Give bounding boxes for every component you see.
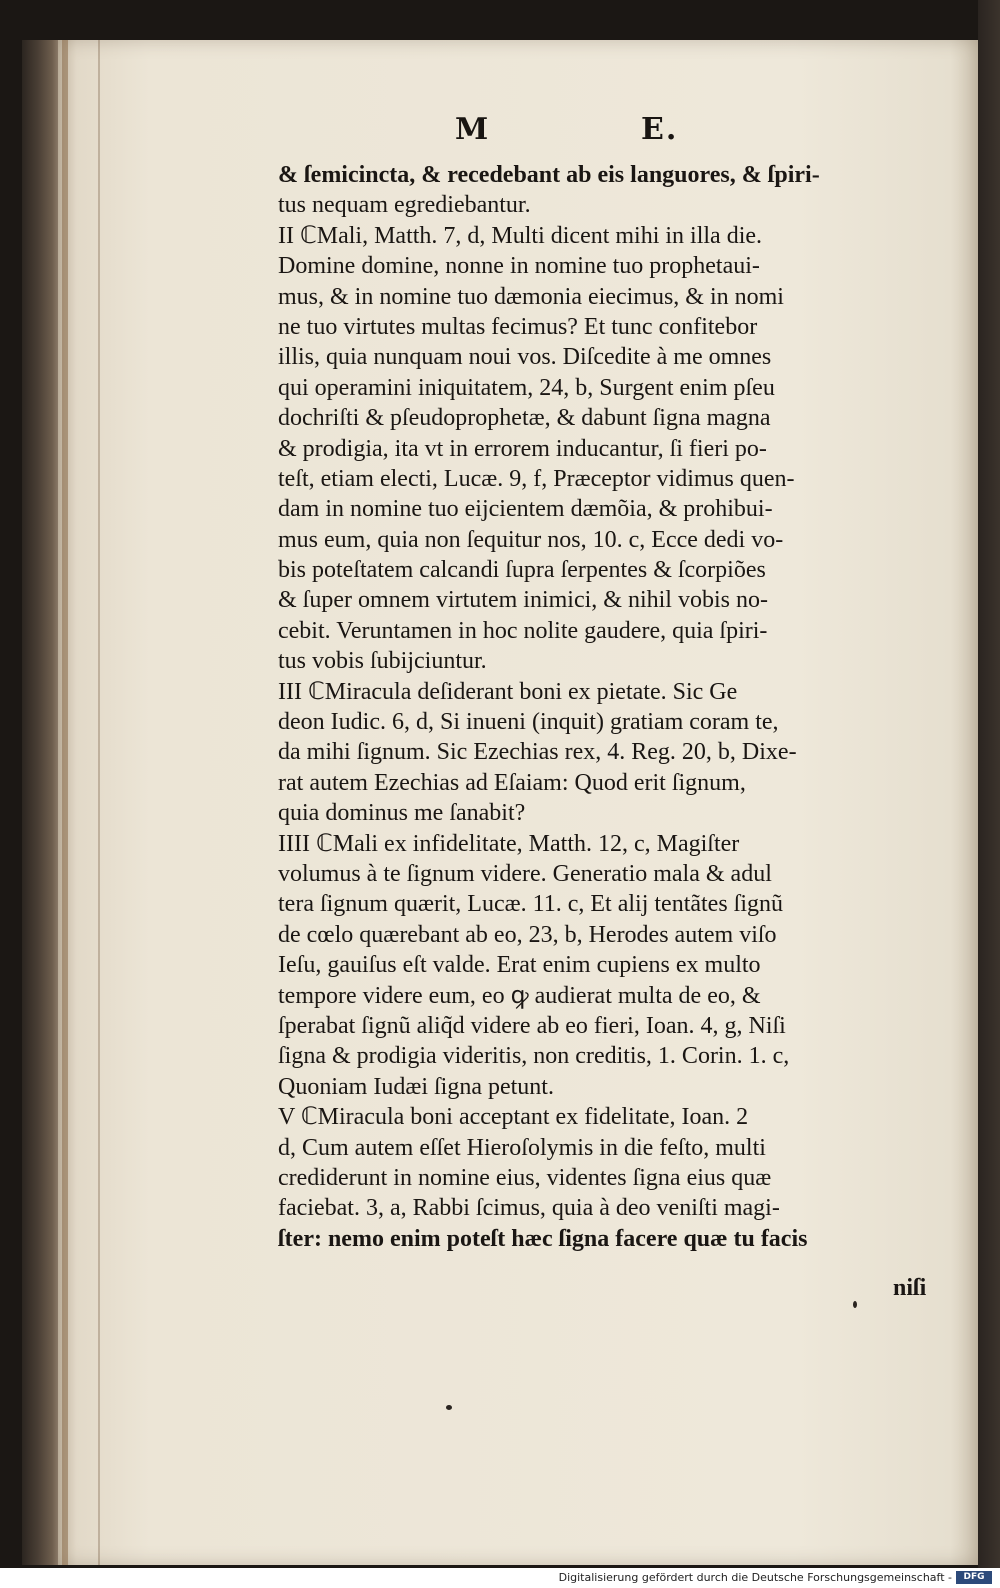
text-line: ſter: nemo enim poteſt hæc ſigna facere quæ tu facis bbox=[278, 1225, 808, 1252]
text-line: illis, quia nunquam noui vos. Diſcedite à me omnes bbox=[278, 344, 772, 371]
page-edge bbox=[62, 40, 68, 1565]
text-line: quia dominus me ſanabit? bbox=[278, 800, 526, 827]
ink-speck bbox=[853, 1301, 857, 1308]
text-line: cebit. Veruntamen in hoc nolite gaudere, quia ſpiri- bbox=[278, 617, 768, 644]
text-line: Quoniam Iudæi ſigna petunt. bbox=[278, 1073, 554, 1100]
text-line: de cœlo quærebant ab eo, 23, b, Herodes autem viſo bbox=[278, 921, 777, 948]
footer-bar bbox=[0, 1568, 1000, 1588]
footer-credit: Digitalisierung gefördert durch die Deutsche Forschungsgemeinschaft - bbox=[558, 1571, 952, 1584]
text-line: tera ſignum quærit, Lucæ. 11. c, Et alij tentãtes ſignũ bbox=[278, 891, 784, 918]
text-line: da mihi ſignum. Sic Ezechias rex, 4. Reg. 20, b, Dixe- bbox=[278, 739, 797, 766]
text-line: & ſemicincta, & recedebant ab eis languores, & ſpiri- bbox=[278, 162, 820, 188]
text-line: bis poteſtatem calcandi ſupra ſerpentes & ſcorpiões bbox=[278, 557, 766, 584]
text-line: tempore videre eum, eo ꝙ audierat multa de eo, & bbox=[278, 982, 761, 1009]
text-line: mus eum, quia non ſequitur nos, 10. c, Ecce dedi vo- bbox=[278, 526, 784, 553]
text-line: tus vobis ſubijciuntur. bbox=[278, 648, 487, 675]
text-line: mus, & in nomine tuo dæmonia eiecimus, & in nomi bbox=[278, 283, 784, 310]
fold-line bbox=[98, 40, 100, 1565]
text-line: d, Cum autem eſſet Hieroſolymis in die feſto, multi bbox=[278, 1134, 766, 1161]
text-line: dam in nomine tuo eijcientem dæmõia, & prohibui- bbox=[278, 496, 773, 523]
text-line: crediderunt in nomine eius, videntes ſigna eius quæ bbox=[278, 1164, 772, 1191]
header-right-letter: E. bbox=[641, 112, 679, 147]
text-line: tus nequam egrediebantur. bbox=[278, 192, 531, 219]
text-line: IIII ℂMali ex infidelitate, Matth. 12, c, Magiſter bbox=[278, 830, 740, 857]
text-line: & ſuper omnem virtutem inimici, & nihil vobis no- bbox=[278, 587, 768, 614]
right-margin-strip bbox=[978, 0, 1000, 1568]
text-line: volumus à te ſignum videre. Generatio mala & adul bbox=[278, 860, 772, 887]
text-line: Ieſu, gauiſus eſt valde. Erat enim cupiens ex multo bbox=[278, 952, 761, 979]
text-line: qui operamini iniquitatem, 24, b, Surgent enim pſeu bbox=[278, 374, 775, 401]
ink-speck bbox=[446, 1405, 452, 1410]
text-line: ſperabat ſignũ aliq̃d videre ab eo fieri, Ioan. 4, g, Niſi bbox=[278, 1012, 786, 1039]
text-line: teſt, etiam electi, Lucæ. 9, f, Præceptor vidimus quen- bbox=[278, 465, 795, 492]
text-line: dochriſti & pſeudoprophetæ, & dabunt ſigna magna bbox=[278, 405, 771, 432]
text-line: ne tuo virtutes multas fecimus? Et tunc confitebor bbox=[278, 313, 758, 340]
text-line: III ℂMiracula deſiderant boni ex pietate. Sic Ge bbox=[278, 678, 738, 705]
dfg-logo: DFG bbox=[956, 1571, 992, 1584]
text-line: II ℂMali, Matth. 7, d, Multi dicent mihi in illa die. bbox=[278, 222, 763, 249]
text-line: rat autem Ezechias ad Eſaiam: Quod erit ſignum, bbox=[278, 769, 746, 796]
text-line: Domine domine, nonne in nomine tuo prophetaui- bbox=[278, 253, 760, 280]
header-left-letter: M bbox=[455, 112, 491, 147]
catchword: niſi bbox=[893, 1275, 927, 1301]
text-line: ſigna & prodigia videritis, non creditis, 1. Corin. 1. c, bbox=[278, 1043, 790, 1070]
book-spine bbox=[22, 40, 62, 1565]
running-header bbox=[455, 112, 695, 152]
text-line: deon Iudic. 6, d, Si inueni (inquit) gratiam coram te, bbox=[278, 709, 779, 736]
text-line: & prodigia, ita vt in errorem inducantur, ſi fieri po- bbox=[278, 435, 767, 462]
text-line: faciebat. 3, a, Rabbi ſcimus, quia à deo veniſti magi- bbox=[278, 1195, 780, 1222]
body-text bbox=[278, 160, 968, 1254]
text-line: V ℂMiracula boni acceptant ex fidelitate, Ioan. 2 bbox=[278, 1104, 749, 1131]
